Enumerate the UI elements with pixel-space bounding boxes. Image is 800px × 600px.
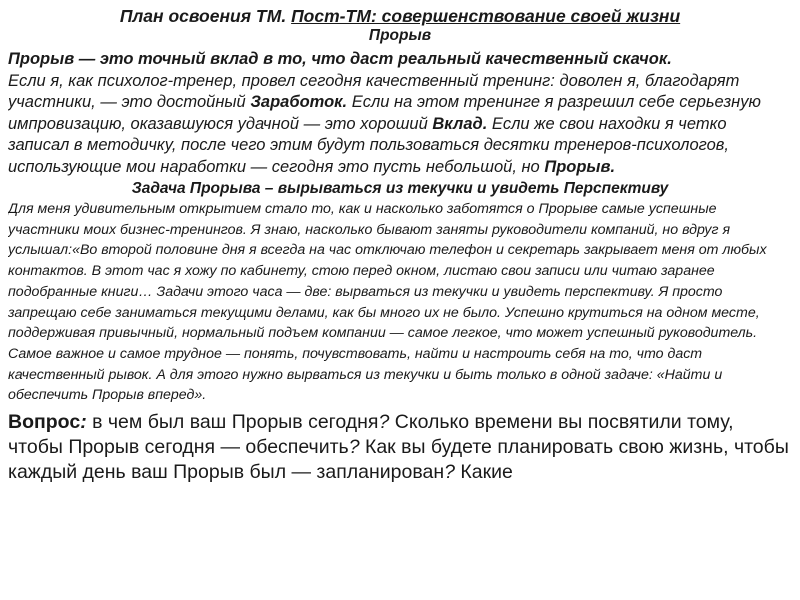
question-mark-3: ? — [444, 461, 455, 484]
document-page — [8, 0, 792, 600]
page-title — [8, 6, 792, 26]
section-body: Для меня удивительным открытием стало то, как и насколько заботятся о Прорыве самые успешные участники моих бизнес-тренингов. Я знаю, насколько бывают заняты руководители компаний, но вдруг я услышал:«Во второй половине дня я всегда на час отключаю телефон и секретарь закрывает меня от любых контактов. В этот час я хожу по кабинету, стою перед окном, листаю свои записи или читаю заранее подобранные книги… Задачи этого часа — две: вырваться из текучки и увидеть перспективу. Я просто запрещаю себе заниматься текущими делами, как бы много их не было. Успешно крутиться на одном месте, поддерживая привычный, нормальный подъем компании — самое легкое, что может успешный руководитель. Самое важное и самое трудное — понять, почувствовать, найти и настроить себя на то, что даст качественный рывок. А для этого нужно вырваться из текучки и быть только в одной задаче: «Найти и обеспечить Прорыв вперед». — [8, 201, 767, 404]
question-mark-1: ? — [378, 411, 390, 434]
title-link[interactable]: Пост-ТМ: совершенствование своей жизни — [291, 6, 681, 26]
term-proryv: Прорыв. — [544, 157, 616, 176]
term-zarabotok: Заработок. — [250, 93, 348, 111]
term-vklad: Вклад. — [432, 114, 488, 133]
question-part-4: Какие — [454, 461, 513, 484]
question-mark-2: ? — [348, 436, 360, 459]
title-prefix: План освоения ТМ. — [119, 6, 287, 26]
section-heading: Задача Прорыва – вырываться из текучки и увидеть Перспективу — [131, 180, 669, 197]
question-part-3: Как вы будете планировать свою жизнь, чтобы каждый день ваш Прорыв был — запланирован — [8, 436, 789, 484]
intro-text-3: Если же свои находки я четко записал в методичку, после чего этим будут пользоваться десятки тренеров-психологов, использующие мои наработки — сегодня это пусть небольшой, но — [8, 114, 729, 176]
section-subtitle: Прорыв — [368, 27, 432, 44]
question-paragraph — [8, 410, 792, 485]
question-part-1: в чем был ваш Прорыв сегодня — [86, 411, 379, 434]
intro-text-1: Если я, как психолог-тренер, провел сегодня качественный тренинг: доволен я, благодарят участники, — это достойный — [8, 71, 740, 111]
question-label: Вопрос — [8, 411, 81, 434]
intro-paragraph — [8, 49, 792, 178]
question-colon: : — [80, 411, 87, 434]
intro-text-2: Если на этом тренинге я разрешил себе серьезную импровизацию, оказавшуюся удачной — это хороший — [8, 93, 761, 133]
question-part-2: Сколько времени вы посвятили тому, чтобы Прорыв сегодня — обеспечить — [8, 411, 734, 459]
intro-lead: Прорыв — это точный вклад в то, что даст реальный качественный скачок. — [8, 50, 672, 68]
